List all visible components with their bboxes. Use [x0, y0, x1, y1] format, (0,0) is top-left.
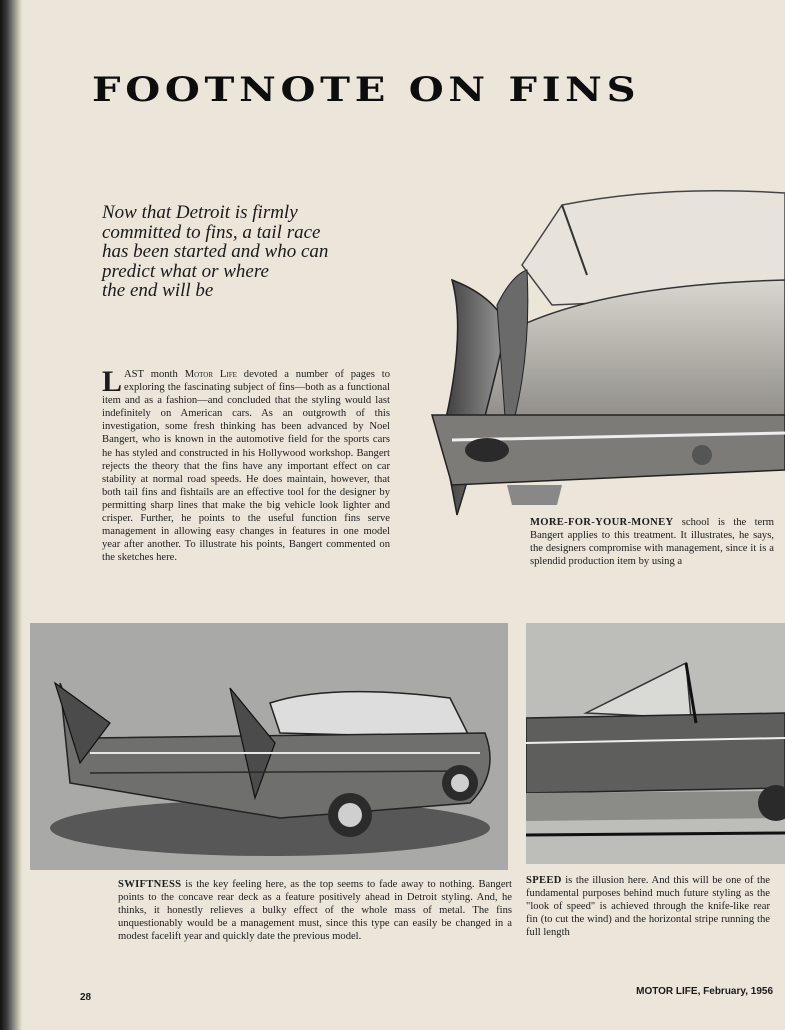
article-deck	[102, 203, 392, 301]
magazine-name: Motor Life	[184, 369, 237, 380]
caption-lead: SWIFTNESS	[118, 879, 182, 890]
caption-lead: MORE-FOR-YOUR-MONEY	[530, 517, 674, 528]
caption-swiftness	[118, 878, 512, 943]
deck-line: predict what or where	[102, 260, 269, 282]
caption-text: school is the term Bangert applies to this treatment. It illustrates, he says, the designers compromise with management, since it is a splendid production item by using a	[530, 517, 774, 567]
deck-line: Now that Detroit is firmly	[102, 202, 298, 223]
deck-line: has been started and who can	[102, 241, 329, 262]
book-spine-edge	[0, 0, 22, 1030]
sketch-speed-car	[526, 623, 785, 864]
caption-text: is the key feeling here, as the top seems to fade away to nothing. Bangert points to the concave rear deck as a feature positively ahead in Detroit styling. And, he thinks, it honestly relieves a bulky effect of the whole mass of metal. The fins unquestionably would be a management must, since this type can easily be changed in a modest facelift year and quickly date the previous model.	[118, 879, 512, 942]
body-intro: AST month	[124, 369, 178, 380]
caption-more-for-money	[530, 516, 774, 568]
article-body	[102, 365, 391, 564]
caption-speed	[526, 874, 770, 939]
caption-lead: SPEED	[526, 875, 562, 886]
page-number: 28	[80, 992, 92, 1003]
caption-text: is the illusion here. And this will be one of the fundamental purposes behind much future styling as the "look of speed" is achieved through the knife-like rear fin (to cut the wind) and the horizontal stripe running the full length	[526, 875, 770, 938]
drop-cap: L	[102, 365, 123, 398]
sketch-more-for-money-car	[412, 185, 785, 525]
deck-line: the end will be	[102, 280, 214, 301]
deck-line: committed to fins, a tail race	[102, 221, 321, 243]
body-text: devoted a number of pages to exploring the fascinating subject of fins—both as a functional item and as a fashion—and concluded that the styling would last indefinitely on American cars. As an outgrowth of this investigation, some fresh thinking has been advanced by Noel Bangert, who is known in the automotive field for the sports cars he has styled and constructed in his Hollywood workshop. Bangert rejects the theory that the fins have any important effect on car stability at normal road speeds. He does maintain, however, that both tail fins and fishtails are an effective tool for the designer by permitting sharp lines that make the big vehicle look lighter and crisper. Further, he points to the useful function fins serve management in allowing easy changes in features in one model year after another. To illustrate his points, Bangert commented on the sketches here.	[102, 369, 391, 564]
magazine-page	[22, 0, 785, 1030]
footer-credit: MOTOR LIFE, February, 1956	[636, 986, 773, 997]
article-title: FOOTNOTE ON FINS	[92, 70, 641, 110]
sketch-swiftness-car	[30, 623, 508, 870]
